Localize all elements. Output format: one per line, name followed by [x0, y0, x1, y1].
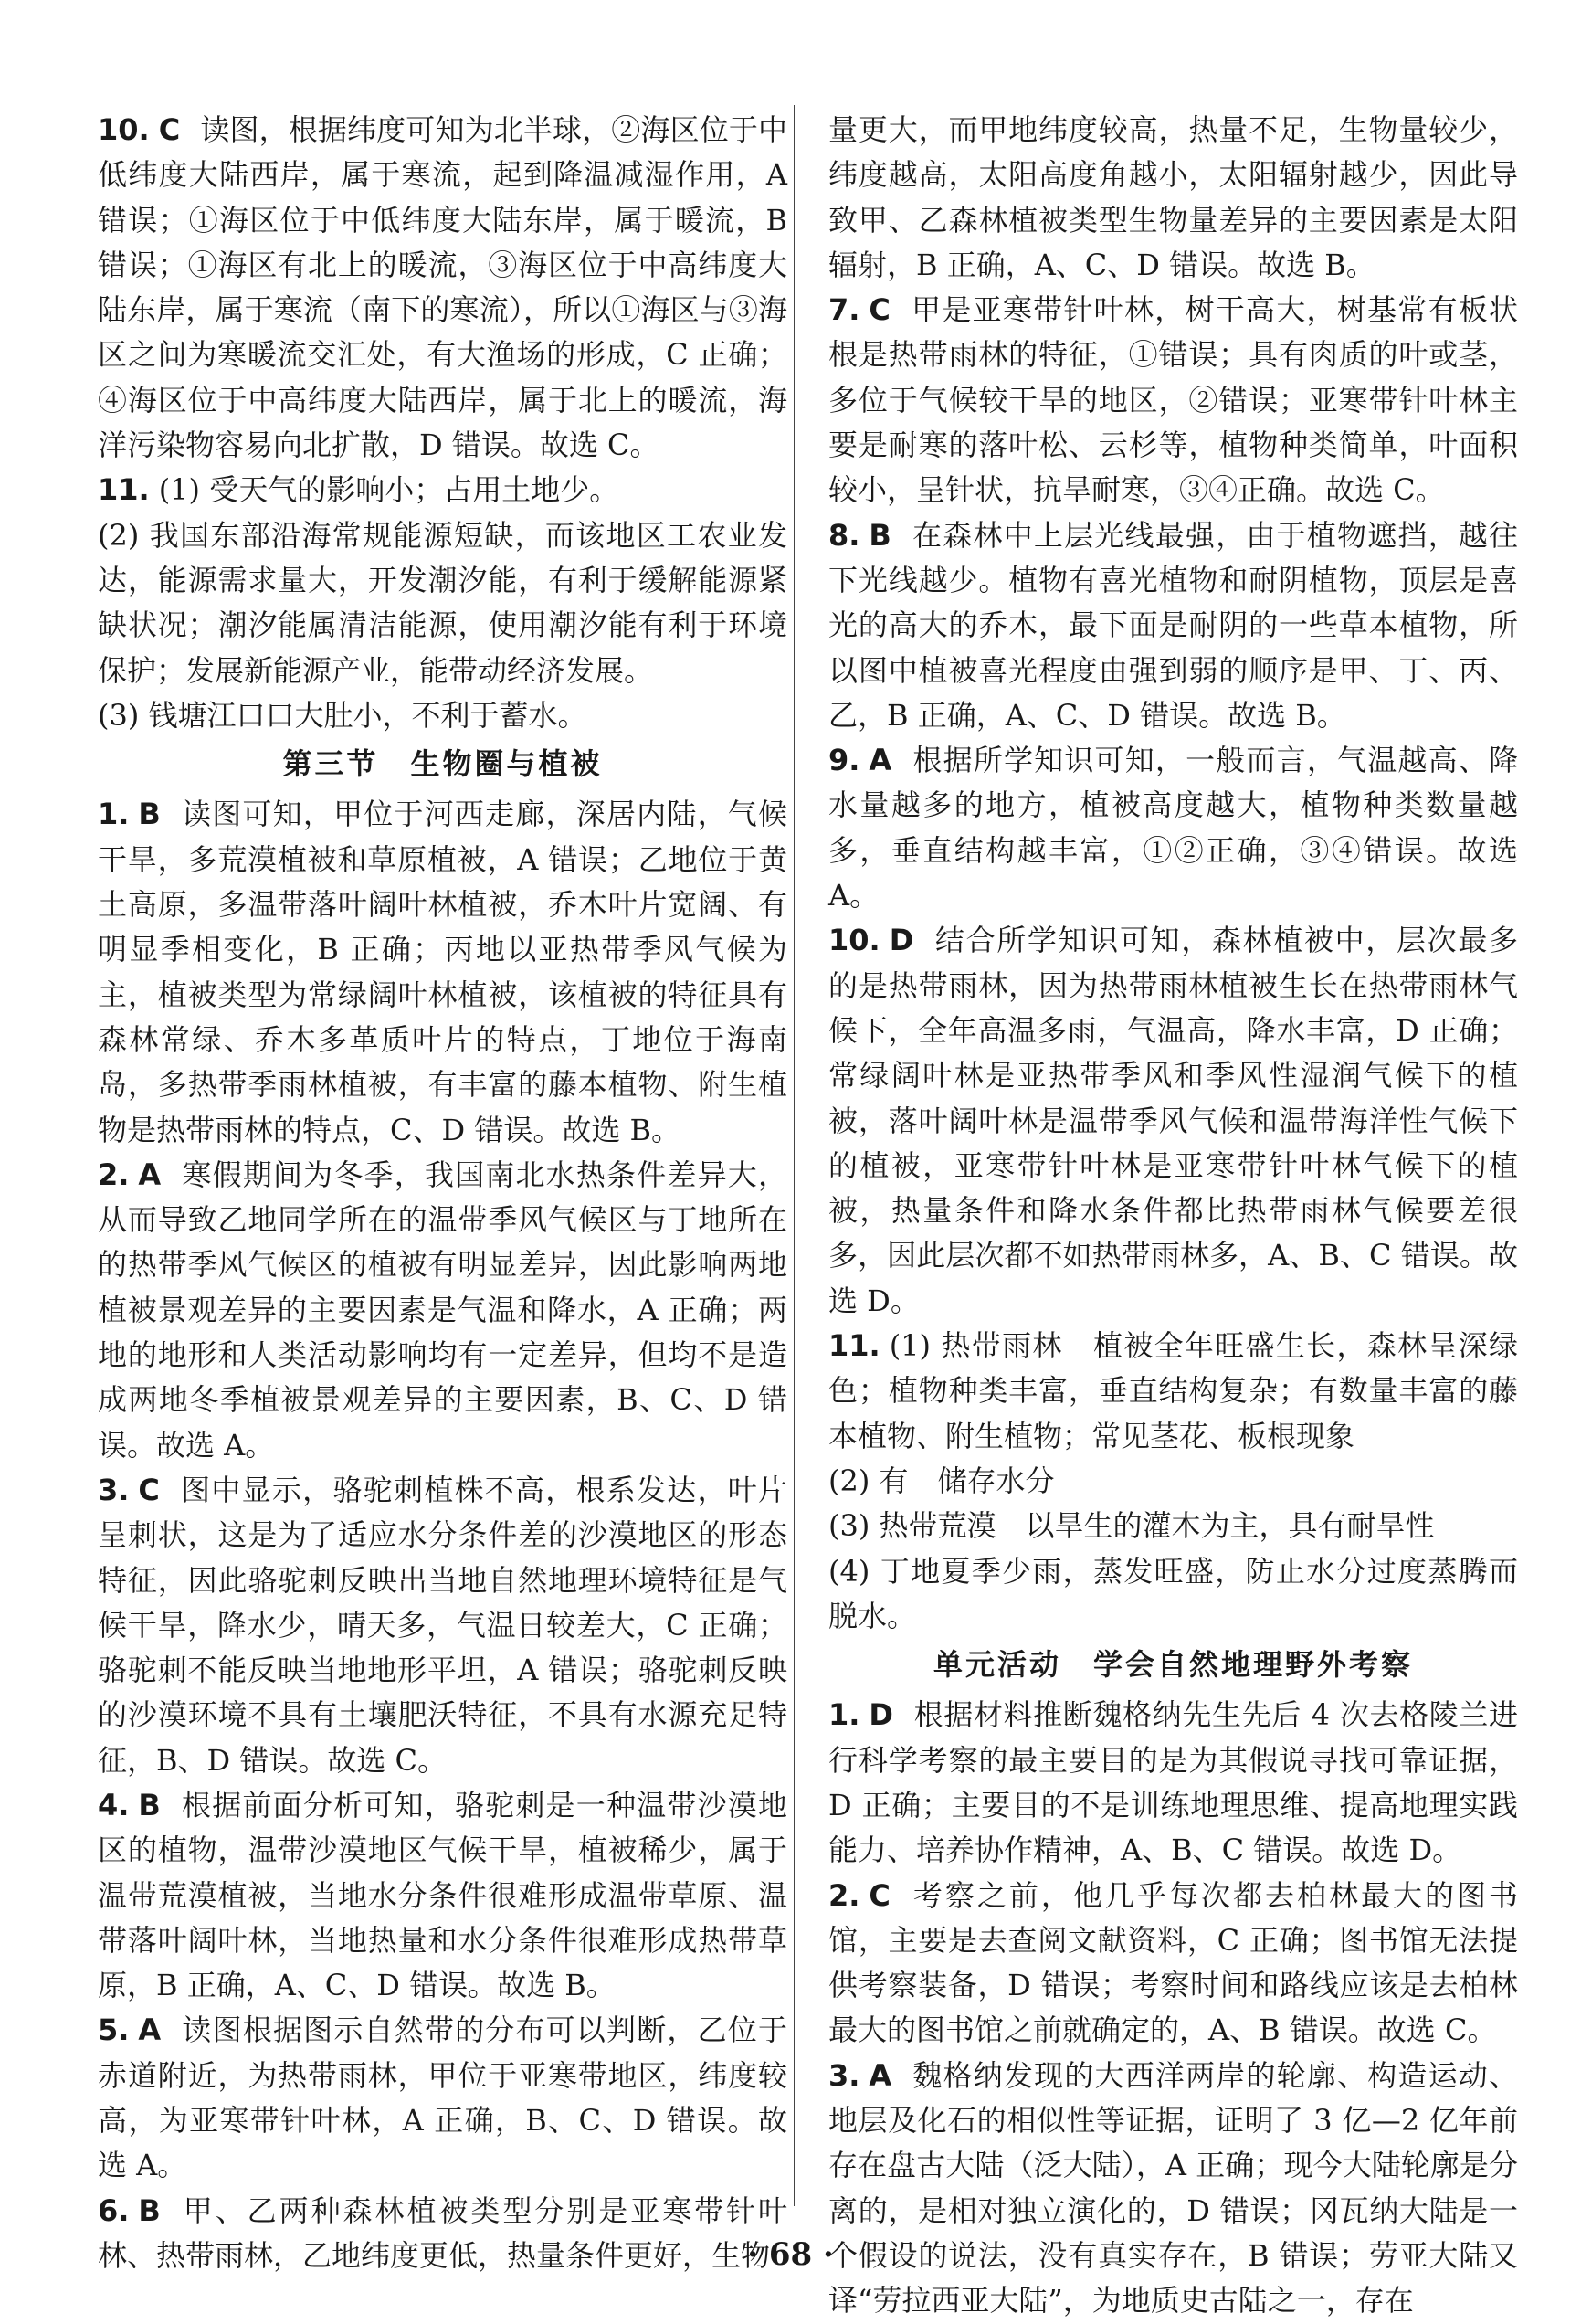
answer-u1: 1. D 根据材料推断魏格纳先生先后 4 次去格陵兰进行科学考察的最主要目的是为其假说寻找可靠证据，D 正确；主要目的不是训练地理思维、提高地理实践能力、培养协作精神，A、B、C 错误。故选 D。	[828, 1697, 1518, 1868]
answer-s6-continued: 量更大，而甲地纬度较高，热量不足，生物量较少，纬度越高，太阳高度角越小，太阳辐射越少，因此导致甲、乙森林植被类型生物量差异的主要因素是太阳辐射，B 正确，A、C、D 错误。故选 B。	[828, 112, 1518, 282]
answer-s11-part4: (4) 丁地夏季少雨，蒸发旺盛，防止水分过度蒸腾而脱水。	[828, 1553, 1518, 1633]
section-heading: 第三节 生物圈与植被	[282, 746, 603, 782]
column-divider	[794, 105, 795, 2206]
answer-u2: 2. C 考察之前，他几乎每次都去柏林最大的图书馆，主要是去查阅文献资料，C 正确；图书馆无法提供考察装备，D 错误；考察时间和路线应该是去柏林最大的图书馆之前就确定的，A、B 错误。故选 C。	[828, 1877, 1518, 2048]
left-column	[98, 108, 787, 2278]
answer-s8: 8. B 在森林中上层光线最强，由于植物遮挡，越往下光线越少。植物有喜光植物和耐阴植物，顶层是喜光的高大的乔木，最下面是耐阴的一些草本植物，所以图中植被喜光程度由强到弱的顺序是甲、丁、丙、乙，B 正确，A、C、D 错误。故选 B。	[828, 517, 1518, 733]
unit-heading: 单元活动 学会自然地理野外考察	[933, 1647, 1413, 1683]
answer-q10: 10. C 读图，根据纬度可知为北半球，②海区位于中低纬度大陆西岸，属于寒流，起到降温减湿作用，A 错误；①海区位于中低纬度大陆东岸，属于暖流，B 错误；①海区有北上的暖流，③海区位于中高纬度大陆东岸，属于寒流（南下的寒流），所以①海区与③海区之间为寒暖流交汇处，有大渔场的形成，C 正确；④海区位于中高纬度大陆西岸，属于北上的暖流，海洋污染物容易向北扩散，D 错误。故选 C。	[98, 112, 787, 463]
answer-s11: 11. (1) 热带雨林 植被全年旺盛生长，森林呈深绿色；植物种类丰富，垂直结构复杂；有数量丰富的藤本植物、附生植物；常见茎花、板根现象	[828, 1328, 1518, 1453]
answer-u3: 3. A 魏格纳发现的大西洋两岸的轮廓、构造运动、地层及化石的相似性等证据，证明了 3 亿—2 亿年前存在盘古大陆（泛大陆），A 正确；现今大陆轮廓是分离的，是相对独立演化的，D 错误；冈瓦纳大陆是一个假设的说法，没有真实存在，B 错误；劳亚大陆又译“劳拉西亚大陆”，为地质史古陆之一，存在	[828, 2057, 1518, 2319]
answer-q11: 11. (1) 受天气的影响小；占用土地少。	[98, 472, 619, 508]
answer-s1: 1. B 读图可知，甲位于河西走廊，深居内陆，气候干旱，多荒漠植被和草原植被，A 错误；乙地位于黄土高原，多温带落叶阔叶林植被，乔木叶片宽阔、有明显季相变化，B 正确；丙地以亚热带季风气候为主，植被类型为常绿阔叶林植被，该植被的特征具有森林常绿、乔木多革质叶片的特点，丁地位于海南岛，多热带季雨林植被，有丰富的藤本植物、附生植物是热带雨林的特点，C、D 错误。故选 B。	[98, 797, 787, 1147]
answer-s3: 3. C 图中显示，骆驼刺植株不高，根系发达，叶片呈刺状，这是为了适应水分条件差的沙漠地区的形态特征，因此骆驼刺反映出当地自然地理环境特征是气候干旱，降水少，晴天多，气温日较差大，C 正确；骆驼刺不能反映当地地形平坦，A 错误；骆驼刺反映的沙漠环境不具有土壤肥沃特征，不具有水源充足特征，B、D 错误。故选 C。	[98, 1472, 787, 1778]
answer-s5: 5. A 读图根据图示自然带的分布可以判断，乙位于赤道附近，为热带雨林，甲位于亚寒带地区，纬度较高，为亚寒带针叶林，A 正确，B、C、D 错误。故选 A。	[98, 2012, 787, 2183]
answer-s4: 4. B 根据前面分析可知，骆驼刺是一种温带沙漠地区的植物，温带沙漠地区气候干旱，植被稀少，属于温带荒漠植被，当地水分条件很难形成温带草原、温带落叶阔叶林，当地热量和水分条件很难形成热带草原，B 正确，A、C、D 错误。故选 B。	[98, 1787, 787, 2003]
answer-s10: 10. D 结合所学知识可知，森林植被中，层次最多的是热带雨林，因为热带雨林植被生长在热带雨林气候下，全年高温多雨，气温高，降水丰富，D 正确；常绿阔叶林是亚热带季风和季风性湿润气候下的植被，落叶阔叶林是温带季风气候和温带海洋性气候下的植被，亚寒带针叶林是亚寒带针叶林气候下的植被，热量条件和降水条件都比热带雨林气候要差很多，因此层次都不如热带雨林多，A、B、C 错误。故选 D。	[828, 923, 1518, 1318]
answer-q11-part2: (2) 我国东部沿海常规能源短缺，而该地区工农业发达，能源需求量大，开发潮汐能，有利于缓解能源紧缺状况；潮汐能属清洁能源，使用潮汐能有利于环境保护；发展新能源产业，能带动经济发展。	[98, 517, 787, 688]
answer-s2: 2. A 寒假期间为冬季，我国南北水热条件差异大，从而导致乙地同学所在的温带季风气候区与丁地所在的热带季风气候区的植被有明显差异，因此影响两地植被景观差异的主要因素是气温和降水，A 正确；两地的地形和人类活动影响均有一定差异，但均不是造成两地冬季植被景观差异的主要因素，B、C、D 错误。故选 A。	[98, 1157, 787, 1463]
right-column	[828, 108, 1518, 2324]
answer-s9: 9. A 根据所学知识可知，一般而言，气温越高、降水量越多的地方，植被高度越大，植物种类数量越多，垂直结构越丰富，①②正确，③④错误。故选 A。	[828, 743, 1518, 914]
answer-q11-part3: (3) 钱塘江口口大肚小，不利于蓄水。	[98, 697, 587, 733]
answer-s11-part2: (2) 有 储存水分	[828, 1463, 1055, 1498]
page-number: · 68 ·	[747, 2236, 834, 2273]
answer-s6: 6. B 甲、乙两种森林植被类型分别是亚寒带针叶林、热带雨林，乙地纬度更低，热量条件更好，生物	[98, 2192, 787, 2273]
answer-s7: 7. C 甲是亚寒带针叶林，树干高大，树基常有板状根是热带雨林的特征，①错误；具有肉质的叶或茎，多位于气候较干旱的地区，②错误；亚寒带针叶林主要是耐寒的落叶松、云杉等，植物种类简单，叶面积较小，呈针状，抗旱耐寒，③④正确。故选 C。	[828, 292, 1518, 508]
answer-s11-part3: (3) 热带荒漠 以旱生的灌木为主，具有耐旱性	[828, 1508, 1435, 1544]
